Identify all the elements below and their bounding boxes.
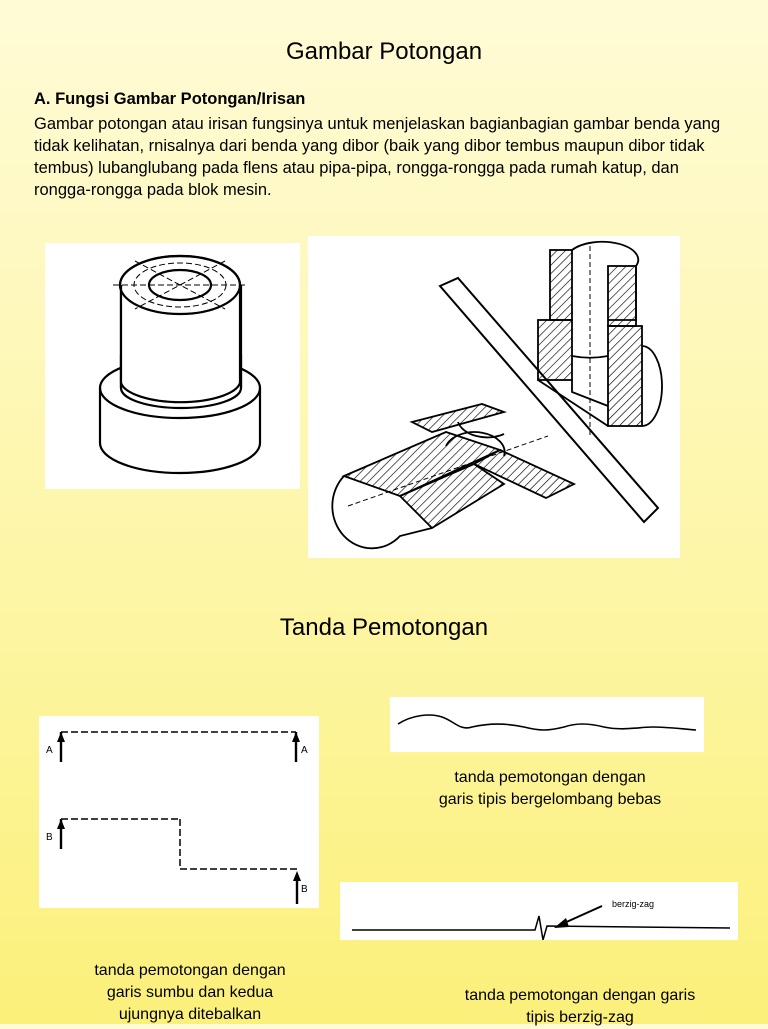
axis-cut-figure (39, 716, 319, 908)
cylinder-drawing (45, 243, 300, 489)
label-b-right: B (301, 884, 308, 895)
caption-zigzag-line2: tipis berzig-zag (526, 1009, 634, 1026)
section-heading: A. Fungsi Gambar Potongan/Irisan (34, 90, 306, 108)
caption-wavy-line1: tanda pemotongan dengan (454, 769, 646, 786)
page-title: Gambar Potongan (285, 38, 483, 65)
label-a-left: A (46, 745, 53, 756)
caption-axis-line1: tanda pemotongan dengan (94, 962, 286, 979)
sectioned-cylinder-drawing (308, 236, 680, 558)
label-b-left: B (46, 832, 53, 843)
caption-zigzag (400, 985, 760, 1029)
caption-wavy-line2: garis tipis bergelombang bebas (438, 791, 662, 808)
zigzag-line-drawing (340, 882, 738, 940)
caption-axis-line3: ujungnya ditebalkan (118, 1006, 262, 1023)
caption-zigzag-line1: tanda pemotongan dengan garis (464, 987, 696, 1004)
wavy-line-figure (390, 697, 704, 752)
caption-axis-line2: garis sumbu dan kedua (106, 984, 274, 1001)
sectioned-cylinder-figure (308, 236, 680, 558)
zigzag-label: berzig-zag (612, 899, 655, 909)
axis-cut-drawing (39, 716, 319, 908)
label-a-right: A (301, 745, 308, 756)
subtitle: Tanda Pemotongan (279, 614, 489, 641)
caption-wavy (390, 767, 710, 811)
section-paragraph: Gambar potongan atau irisan fungsinya untuk menjelaskan bagianbagian gambar benda yang tidak kelihatan, rnisalnya dari benda yang dibor (baik yang dibor tembus maupun dibor tidak tembus) lubanglubang pada flens atau pipa-pipa, rongga-rongga pada rumah katup, dan rongga-rongga pada blok mesin. (34, 115, 721, 199)
caption-axis (40, 960, 340, 1026)
zigzag-line-figure (340, 882, 738, 940)
wavy-line-drawing (390, 697, 704, 752)
cylinder-figure (45, 243, 300, 489)
